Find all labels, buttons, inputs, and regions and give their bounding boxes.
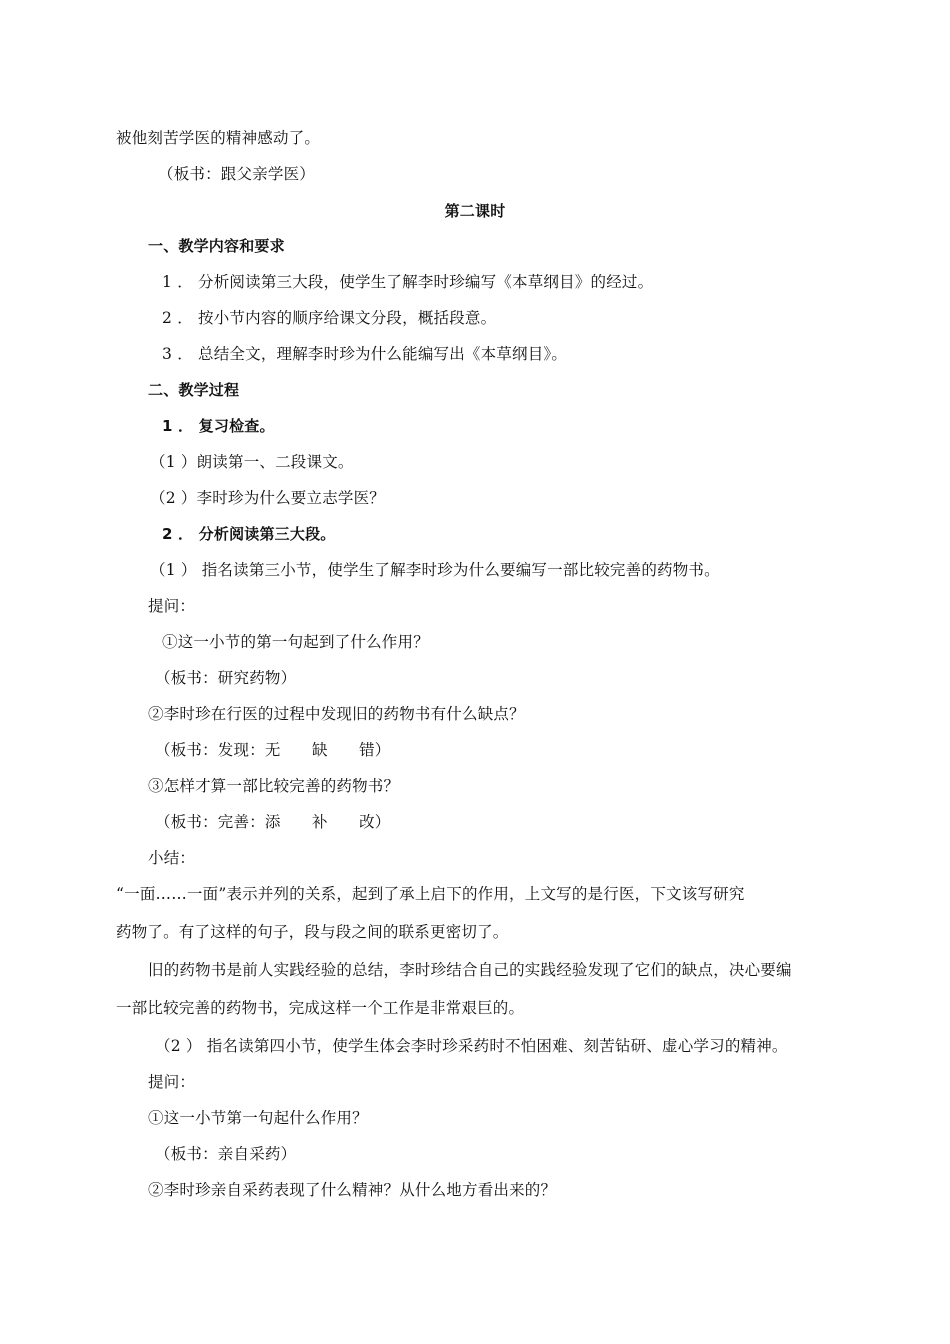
process-substep: （1 ） 指名读第三小节，使学生了解李时珍为什么要编写一部比较完善的药物书。 [150,561,720,579]
question-item: ①这一小节第一句起什么作用？ [148,1109,368,1127]
process-step-1: 1 ． 复习检查。 [162,417,275,435]
question-label: 提问： [148,1073,196,1091]
heading-teaching-process: 二、教学过程 [148,381,240,399]
question-item: ②李时珍亲自采药表现了什么精神？从什么地方看出来的？ [148,1181,557,1199]
board-note: （板书：发现：无 缺 错） [155,741,391,759]
board-note: （板书：研究药物） [155,669,297,687]
summary-label: 小结： [148,849,196,867]
board-note: （板书：亲自采药） [155,1145,297,1163]
question-item: ②李时珍在行医的过程中发现旧的药物书有什么缺点？ [148,705,525,723]
summary-paragraph: 旧的药物书是前人实践经验的总结，李时珍结合自己的实践经验发现了它们的缺点，决心要编 [148,961,792,979]
board-note: （板书：跟父亲学医） [158,165,316,183]
process-substep: （1 ）朗读第一、二段课文。 [150,453,354,471]
summary-paragraph: “一面……一面”表示并列的关系，起到了承上启下的作用，上文写的是行医，下文该写研究 [116,885,745,903]
heading-teaching-content: 一、教学内容和要求 [148,237,285,255]
board-note: （板书：完善：添 补 改） [155,813,391,831]
paragraph-continuation: 被他刻苦学医的精神感动了。 [116,129,321,147]
question-item: ③怎样才算一部比较完善的药物书？ [148,777,400,795]
summary-paragraph: 一部比较完善的药物书，完成这样一个工作是非常艰巨的。 [116,999,525,1017]
process-step-2: 2 ． 分析阅读第三大段。 [162,525,336,543]
summary-paragraph: 药物了。有了这样的句子，段与段之间的联系更密切了。 [116,923,509,941]
section-title: 第二课时 [444,202,506,220]
question-item: ①这一小节的第一句起到了什么作用？ [162,633,429,651]
requirement-item-3: 3 ． 总结全文，理解李时珍为什么能编写出《本草纲目》。 [162,345,568,363]
process-substep: （2 ）李时珍为什么要立志学医？ [150,489,385,507]
question-label: 提问： [148,597,196,615]
requirement-item-1: 1 ． 分析阅读第三大段，使学生了解李时珍编写《本草纲目》的经过。 [162,273,654,291]
requirement-item-2: 2 ． 按小节内容的顺序给课文分段，概括段意。 [162,309,497,327]
process-substep: （2 ） 指名读第四小节，使学生体会李时珍采药时不怕困难、刻苦钻研、虚心学习的精神。 [155,1037,788,1055]
